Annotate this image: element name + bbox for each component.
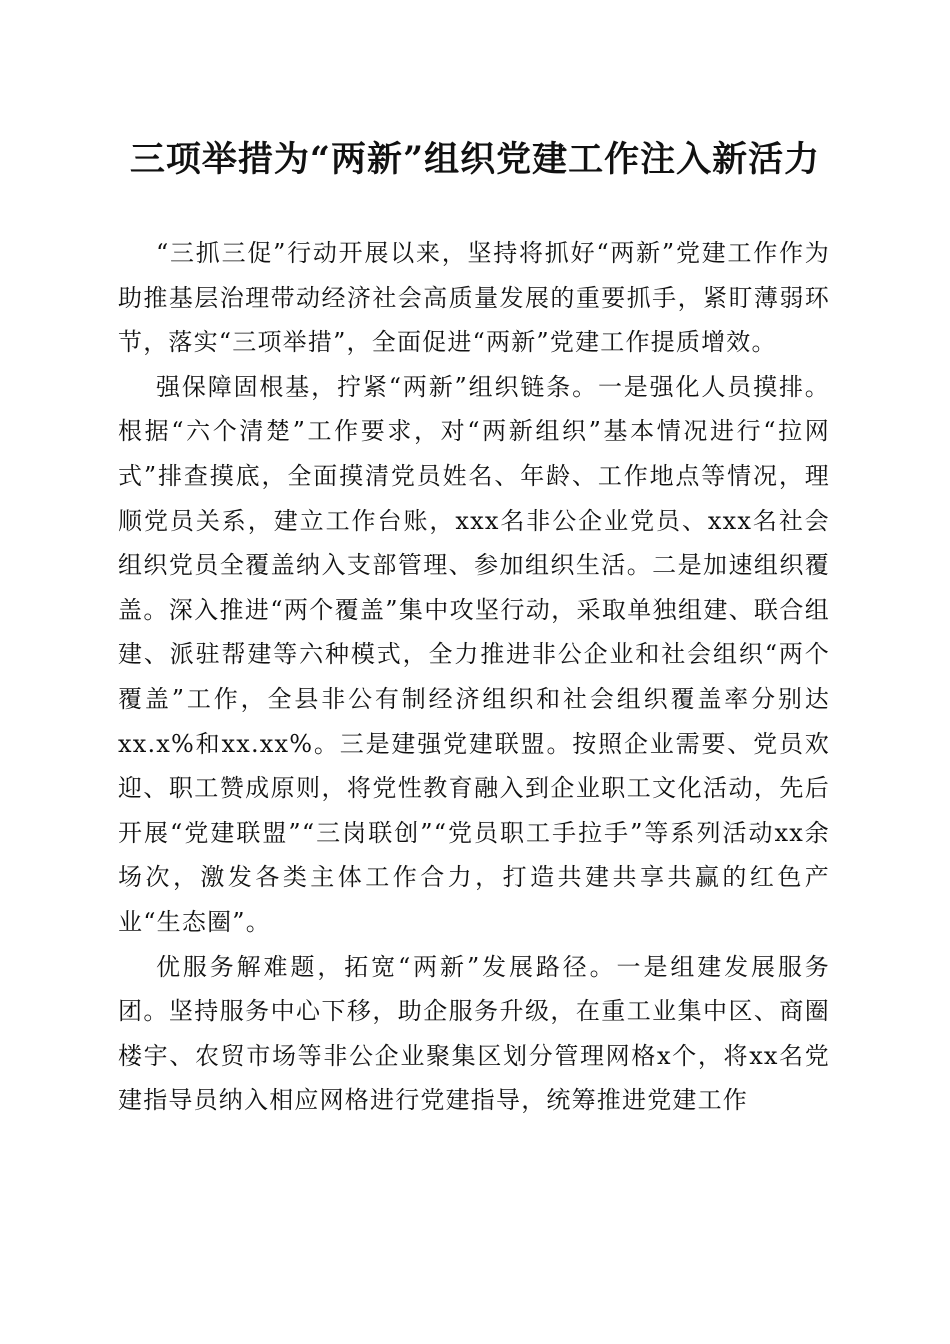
paragraph-optimize-service: 优服务解难题，拓宽“两新”发展路径。一是组建发展服务团。坚持服务中心下移，助企服务升级，在重工业集中区、商圈楼宇、农贸市场等非公企业聚集区划分管理网格x个，将xx名党建指导员纳入相应网格进行党建指导，统筹推进党建工作	[118, 952, 830, 1115]
document-body	[118, 231, 830, 1123]
paragraph-intro: “三抓三促”行动开展以来，坚持将抓好“两新”党建工作作为助推基层治理带动经济社会高质量发展的重要抓手，紧盯薄弱环节，落实“三项举措”，全面促进“两新”党建工作提质增效。	[118, 239, 830, 357]
document-title: 三项举措为“两新”组织党建工作注入新活力	[129, 139, 821, 180]
paragraph-strengthen-foundation: 强保障固根基，拧紧“两新”组织链条。一是强化人员摸排。根据“六个清楚”工作要求，对“两新组织”基本情况进行“拉网式”排查摸底，全面摸清党员姓名、年龄、工作地点等情况，理顺党员关系，建立工作台账，xxx名非公企业党员、xxx名社会组织党员全覆盖纳入支部管理、参加组织生活。二是加速组织覆盖。深入推进“两个覆盖”集中攻坚行动，采取单独组建、联合组建、派驻帮建等六种模式，全力推进非公企业和社会组织“两个覆盖”工作，全县非公有制经济组织和社会组织覆盖率分别达xx.x%和xx.xx%。三是建强党建联盟。按照企业需要、党员欢迎、职工赞成原则，将党性教育融入到企业职工文化活动，先后开展“党建联盟”“三岗联创”“党员职工手拉手”等系列活动xx余场次，激发各类主体工作合力，打造共建共享共赢的红色产业“生态圈”。	[118, 372, 830, 936]
